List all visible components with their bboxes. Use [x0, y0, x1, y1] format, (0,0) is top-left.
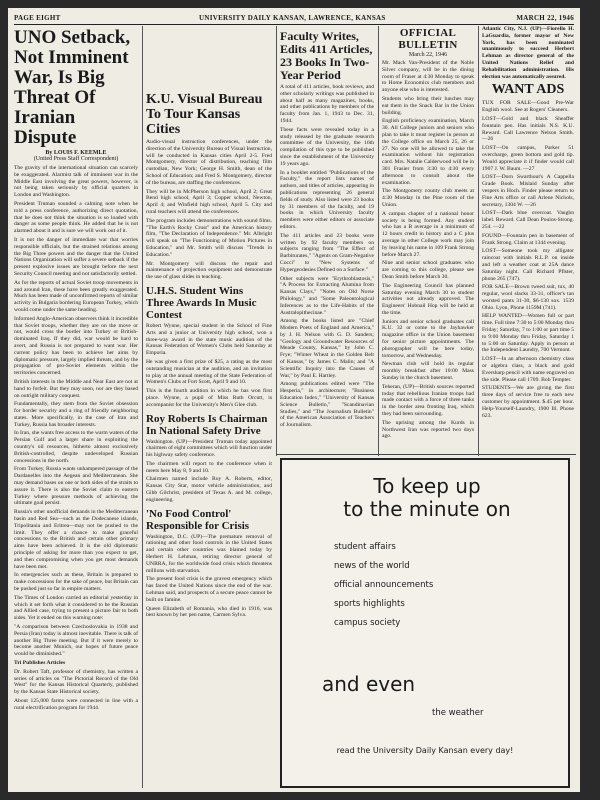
uhs-paragraph: Robert Wynne, special student in the School of Fine Arts and a junior at University high school, won a three-way award in the state music audition of the Kansas Federation of Women's Clubs held Saturday at Emporia. [146, 322, 272, 357]
center-left-column [146, 26, 272, 788]
faculty-paragraph: Among the books listed are "Chief Modern Poets of England and America," by J. H. Nelson with G. D. Sanders; "Geology and Groundwater Resources of Meade County, Kansas," by John C. Frye; "Winter Wheat in the Golden Belt of Kansas," by James C. Malin; and "A Scientific Inquiry into the Causes of War," by Paul E. Hartley. [280, 318, 374, 379]
kansan-advertisement [280, 458, 570, 788]
uno-paragraph: British interests in the Middle and Near East are not at hand to forfeit. But they may soon, nor are they based on outright military conquest. [14, 378, 138, 399]
column-top-continuation [146, 26, 272, 88]
kuv-paragraph: They will be in McPherson high school, April 2; Great Bend high school, April 3; Copper school, Newton, April 4; and Winfield high school, April 5. City and rural teachers will attend the conferences. [146, 188, 272, 215]
uno-paragraph: About 125,000 farms were connected in line with a rural electrification program for 1944. [14, 697, 138, 711]
food-headline: 'No Food Control' Responsible for Crisis [146, 507, 250, 532]
bulletin-item: Students who bring their lunches may eat them in the Snack Bar in the Union building. [382, 95, 474, 116]
bulletin-title: OFFICIAL BULLETIN [398, 27, 458, 51]
food-paragraph: Washington, D.C. (UP)—The premature removal of rationing and other food controls in the United States and certain other countries was blamed today by Herbert H. Lehman, retiring director general of UNRRA, for the worldwide food crisis which threatens millions with starvation. [146, 533, 272, 574]
ad-item: official announcements [334, 580, 434, 590]
kuv-paragraph: The program includes demonstrations with sound films. "The Earth's Rocky Crust" and the American history film, "The Declaration of Independence." Mr. Albright will speak on "The Functioning of Motion Pictures in Education," and Mr. Smith will discuss "Trends in Education." [146, 217, 272, 258]
kuv-headline: K.U. Visual Bureau To Tour Kansas Cities [146, 92, 263, 137]
ad-and-even: and even [322, 672, 416, 696]
uno-paragraph: In emergencies such as these, Britain is prepared to make concessions for the sake of peace, but Britain can be pushed just so far in empire matters. [14, 572, 138, 593]
uno-paragraph: From Turkey, Russia wants unhampered passage of the Dardanelles into the Aegean and Mediterranean. She may demand bases on one or both sides of the straits to assure it. There is also the Soviet claim to eastern Turkey where pressure methods of achieving the ultimate goal persist. [14, 466, 138, 507]
want-ad: LOST—Gold and black Sheaffer fountain pen. Has initials N.S. K.U. Reward. Call Lawrence Nelson Smith. —26 [482, 115, 574, 143]
uno-byline-affiliation: (United Press Staff Correspondent) [33, 156, 119, 162]
roy-paragraph: The chairmen will report to the conference when it meets here May 8, 9 and 10. [146, 460, 272, 474]
uhs-headline: U.H.S. Student Wins Three Awards In Music Contest [146, 284, 257, 321]
ad-item: sports highlights [334, 599, 405, 609]
uno-paragraph: President Truman sounded a calming note when he told a press conference, authorizing direct quotation, that he does not think the situation is so loaded with danger as some people think. He added that he is not alarmed about it and is sure we will work out of it. [14, 200, 138, 235]
kuv-paragraph: Mr. Montgomery will discuss the repair and maintenance of projection equipment and demonstrate the use of glass slides in teaching. [146, 260, 272, 281]
want-ad: HELP WANTED—Women full or part time. Full time 7:30 to 5:00 Monday thru Friday; Saturday, 7 to 1:00 or part time 5 to 9:00 Monday thru Friday, Saturday 1 to 5:00 on Saturday. Apply in person at the Independent Laundry, 700 Vermont. [482, 313, 574, 354]
official-bulletin [382, 26, 474, 454]
ad-item: news of the world [334, 561, 410, 571]
want-ad: FOUND—Fountain pen in basement of Frank Strong. Claim at 1344 evening. [482, 232, 574, 246]
faculty-headline: Faculty Writes, Edits 411 Articles, 23 Books In Two-Year Period [280, 29, 373, 82]
ad-weather: the weather [432, 708, 484, 718]
food-paragraph: Queen Elizabeth of Romania, who died in 1916, was best known by her pen name, Carmen Sylva. [146, 605, 272, 619]
uno-paragraph: The Times of London carried an editorial yesterday in which it set forth what it considered to be the Russian and Allied case, trying to present a picture fair to both sides. Yet it ended on this warning note: [14, 594, 138, 622]
want-ad: LOST—Dorn Swarthout's A Cappella Grade Book. Mislaid Sunday after vespers in Hoch. Finder please return to Fine Arts office or call Arlene Nichols, secretary, 1304 W. —26 [482, 174, 574, 208]
faculty-paragraph: The 411 articles and 23 books were written by 92 faculty members on subjects ranging from "The Effect of Barbiturates," "Agents on Gram-Negative Cocci" to "New Systems of Hypergeodesies Defined on a Surface." [280, 232, 374, 273]
uno-paragraph: In Iran, she wants free access to the warm waters of the Persian Gulf and a larger share in exploiting the country's oil resources, hitherto almost exclusively British-controlled, despite undeveloped Russian concessions in the north. [14, 430, 138, 464]
bulletin-item: The uprising among the Kurds in Northwest Iran was reported two days ago. [382, 419, 474, 440]
uno-paragraph: "A comparison between Czechoslovakia in 1938 and Persia (Iran) today is almost inevitable. There is talk of another Big Three meeting. But if it were merely to become another Munich, our hopes of future peace would be diminished." [14, 624, 138, 658]
uno-paragraph: The gravity of the international situation can scarcely be exaggerated. Alarmist talk of imminent war in the Middle East involving the great powers, however, is not being taken seriously by official quarters in London and Washington. [14, 165, 138, 199]
newspaper-page [8, 8, 580, 792]
faculty-paragraph: These facts were revealed today in a study released by the graduate research committee of the University, the 16th compilation of this type to be published since the establishment of the University 19 years ago. [280, 126, 374, 167]
ad-headline-line1: To keep up [373, 474, 481, 498]
want-ads-title: WANT ADS [491, 82, 565, 98]
bulletin-date: March 22, 1946 [408, 52, 448, 58]
roy-paragraph: Chairmen named include Roy A. Roberts, editor, Kansas City Star, motor vehicle administration, and Gibb Gilchrist, president of Texas A. and M. college, engineering. [146, 476, 272, 503]
want-ad: TUX FOR SALE—Good Pre-War English wool. See at Rogers' Cleaners. [482, 100, 574, 114]
ad-item-list [334, 538, 433, 633]
bulletin-item: The Engineering Council has planned Saturday evening March 30 to student activities not already approved. The Engineers' Hobnail Hop will be held at the time. [382, 282, 474, 316]
ad-headline-line2: to the minute on [343, 497, 511, 521]
column-rule [378, 26, 379, 456]
want-ad: LOST—In an afternoon chemistry class or algebra class, a black and gold Eversharp pencil with name engraved on the side. Please call 1709. Bob Tempter. [482, 356, 574, 383]
uno-paragraph: Dr. Robert Taft, professor of chemistry, has written a series of articles on "The Pictorial Record of the Old West" for the Kansas Historical Quarterly, published by the Kansas State Historical society. [14, 668, 138, 696]
uhs-paragraph: He was given a first prize of $25, a rating as the most outstanding musician at the audition, and an invitation to play at the annual meeting of the State Federation of Women's Clubs at Fort Scott, April 9 and 10. [146, 358, 272, 386]
kuv-paragraph: Audio-visual instruction conferences, under the direction of the University Bureau of Visual Instruction, will be conducted in Kansas cities April 2-5. Fred Montgomery, director of distribution, teaching film custodian, New York; George H. Smith, dean of the School of Education; and Fred S. Montgomery, director of the bureau, are staffing the conferences. [146, 139, 272, 186]
ad-item: campus society [334, 618, 401, 628]
bulletin-item: A campus chapter of a national honor society is being formed. Any student who has a B average in a minimum of 12 hours credit in history and a C plus average in other College work may join by leaving his name in 109 Frank Strong before March 27. [382, 210, 474, 258]
faculty-story [280, 26, 374, 454]
page-header [14, 12, 574, 25]
ad-tagline: read the University Daily Kansan every day! [336, 746, 514, 755]
uno-headline: UNO Setback, Not Imminent War, Is Big Threat Of Iranian Dispute [14, 27, 131, 148]
column-rule [478, 26, 479, 456]
food-paragraph: The present food crisis is the gravest emergency which has faced the United Nations since the end of the war. Lehman said, and prospects of a secure peace cannot be built on famine. [146, 576, 272, 603]
bulletin-item: Teheran, (UP)—British sources reported today that rebellious Iranian troops had made contact with a force of three tanks in the border area fronting Iraq, which they had been surrounding. [382, 383, 474, 418]
uno-paragraph: As for the reports of actual Soviet troop movements in and around Iran, these have been greatly exaggerated. Much has been made of unconfirmed reports of similar activity in Bulgaria bordering European Turkey, which would come under the same heading. [14, 279, 138, 313]
column-rule [276, 26, 277, 456]
bulletin-item: Mr. Mack Van-President of the Noble Silver company, will be in the dining room of Fraser at 4:30 Monday to speak to Home Economics club members and anyone else who is interested. [382, 60, 474, 94]
want-ads-column [482, 26, 574, 454]
bulletin-item: English proficiency examination, March 30. All College juniors and seniors who plan to take it must register in person at the College office on March 25, 26 or 27. No one will be allowed to take the examination without his registration card. Mrs. Natalie Calderwood will be in 301 Frasier from 3:30 to 4:30 every afternoon to consult about the examination. [382, 118, 474, 186]
page-number: PAGE EIGHT [14, 14, 61, 22]
bulletin-item: Newman club will hold its regular monthly breakfast after 10:00 Mass Sunday in the church basement. [382, 361, 474, 382]
uhs-paragraph: This is the fourth audition in which he has won first place. Wynne, a pupil of Miss Ruth Orcutt, is accompanist for the University's Men's Glee club. [146, 388, 272, 408]
bulletin-item: Nine and senior school graduates who are coming to this college, please see Dean Smith before March 30. [382, 260, 474, 280]
ad-headline [292, 475, 562, 521]
laguardia-brief: Atlantic City, N.J. (UP)—Fiorello H. LaGuardia, former mayor of New York, has been nominated unanimously to succeed Herbert Lehman as director general of the United Nations Relief and Rehabilitation administration. His election was automatically assured. [482, 26, 574, 80]
bulletin-item: Juniors and senior school graduates call K.U. 32 or come to the Jayhawker magazine office in the Union basement for senior picture appointments. The photographer will be here today, tomorrow, and Wednesday. [382, 318, 474, 359]
uno-story [14, 26, 138, 788]
want-ad: LOST—On campus, Parker 51 overcharge, green bottom and gold tip. Would appreciate it if finder would call 1907 J. W. Baum. —27 [482, 145, 574, 172]
tri-subhead: Tri Publishes Articles [14, 659, 66, 666]
uno-byline: By LOUIS F. KEEMLE [45, 150, 107, 156]
want-ad: STUDENTS—We are giving the first three days of service free to each new customer by appointment. $.45 per hour. Help-Yourself-Laundry, 1900 Ill. Phone 623. [482, 385, 574, 419]
masthead-line: UNIVERSITY DAILY KANSAN, LAWRENCE, KANSAS [199, 14, 386, 22]
want-ad: LOST—Someone took my alligator raincoat with initials R.L.P. on inside and left a weather coat at 25A dance Saturday night. Call Richard Pflster, phone 265 (747). [482, 248, 574, 282]
roy-headline: Roy Roberts Is Chairman In National Safety Drive [146, 412, 268, 437]
want-ad: FOR SALE—Brown tweed suit, tux, 40 regular, wool slacks 33-31, officer's tan worsted pants 31-30, $6-130 sox. 1539 Ohio. Lyon, Phone 1159M (741). [482, 284, 574, 311]
ad-top-rule [276, 454, 576, 455]
column-rule [142, 26, 143, 788]
issue-date: MARCH 22, 1946 [516, 14, 574, 22]
faculty-paragraph: A total of 411 articles, book reviews, and other scholarly writings was published in about half as many magazines, books, and other publications by members of the faculty from Jan. 1, 1943 to Dec. 31, 1944. [280, 84, 374, 124]
uno-paragraph: Informed Anglo-American observers think it incredible that Soviet troops, whether they are on the move or not, would cross the border into Turkey or British-dominated Iraq. If they did, war would be hard to avert, and Russia is not prepared to want war. Her current policy has been to achieve her aims by diplomatic pressure, largely implied threats, and by the propagation of pro-Soviet elements within the territories concerned. [14, 315, 138, 377]
uno-paragraph: Fundamentally, they stem from the Soviet obsession for border security and a ring of friendly neighboring states. More specifically, in the case of Iran and Turkey, Russia has broader interests. [14, 401, 138, 428]
ad-item: student affairs [334, 542, 396, 552]
uno-paragraph: It is not the danger of immediate war that worries responsible officials, but the strained relations among the Big Three powers and the danger that the United Nations Organization will suffer a severe setback if the present explosive issues are brought before the next Security Council meeting and not satisfactorily settled. [14, 236, 138, 277]
roy-paragraph: Washington. (UP)—President Truman today appointed chairmen of eight committees which will function under his highway safety conference. [146, 438, 272, 459]
want-ad: LOST—Dark blue overcoat. Vaughn label. Reward. Call Dean Poulos-Strong. 254. —22 [482, 210, 574, 230]
faculty-paragraph: Other subjects were "Erythroblastosis," "A Process for Extracting Alumina from Kansas Clays," "Notes on Old Norse Philology," and "Some Paleontological Inferences as to the Life-Habits of the Australopithecinae." [280, 275, 374, 316]
bulletin-item: The Montgomery county club meets at 4:30 Monday in the Pine room of the Union. [382, 188, 474, 208]
faculty-paragraph: Among publications edited were "The Hesperia," in architecture; "Business Education Index," "University of Kansas Science Bulletin," "Scandinavian Studies," and "The Journalism Bulletin" of the American Association of Teachers of Journalism. [280, 381, 374, 429]
faculty-paragraph: In a booklet entitled "Publications of the Faculty," the report lists names of authors, and titles of articles, appearing in publications representing 26 general fields of study. Also listed were 23 books by 31 members of the faculty, and 19 books in which University faculty members were either editors or associate editors. [280, 169, 374, 230]
uno-paragraph: Russia's other unofficial demands in the Mediterranean basin and Red Sea—such as the Dodecanese islands, Tripolitania and Eritrea—may not be pushed to the limit. They offer a chance to make graceful concessions to the British and certain other primary aims have been achieved. It is the old diplomatic principle of asking for more than you expect to get, and then compromising when you get most demands have been met. [14, 509, 138, 570]
